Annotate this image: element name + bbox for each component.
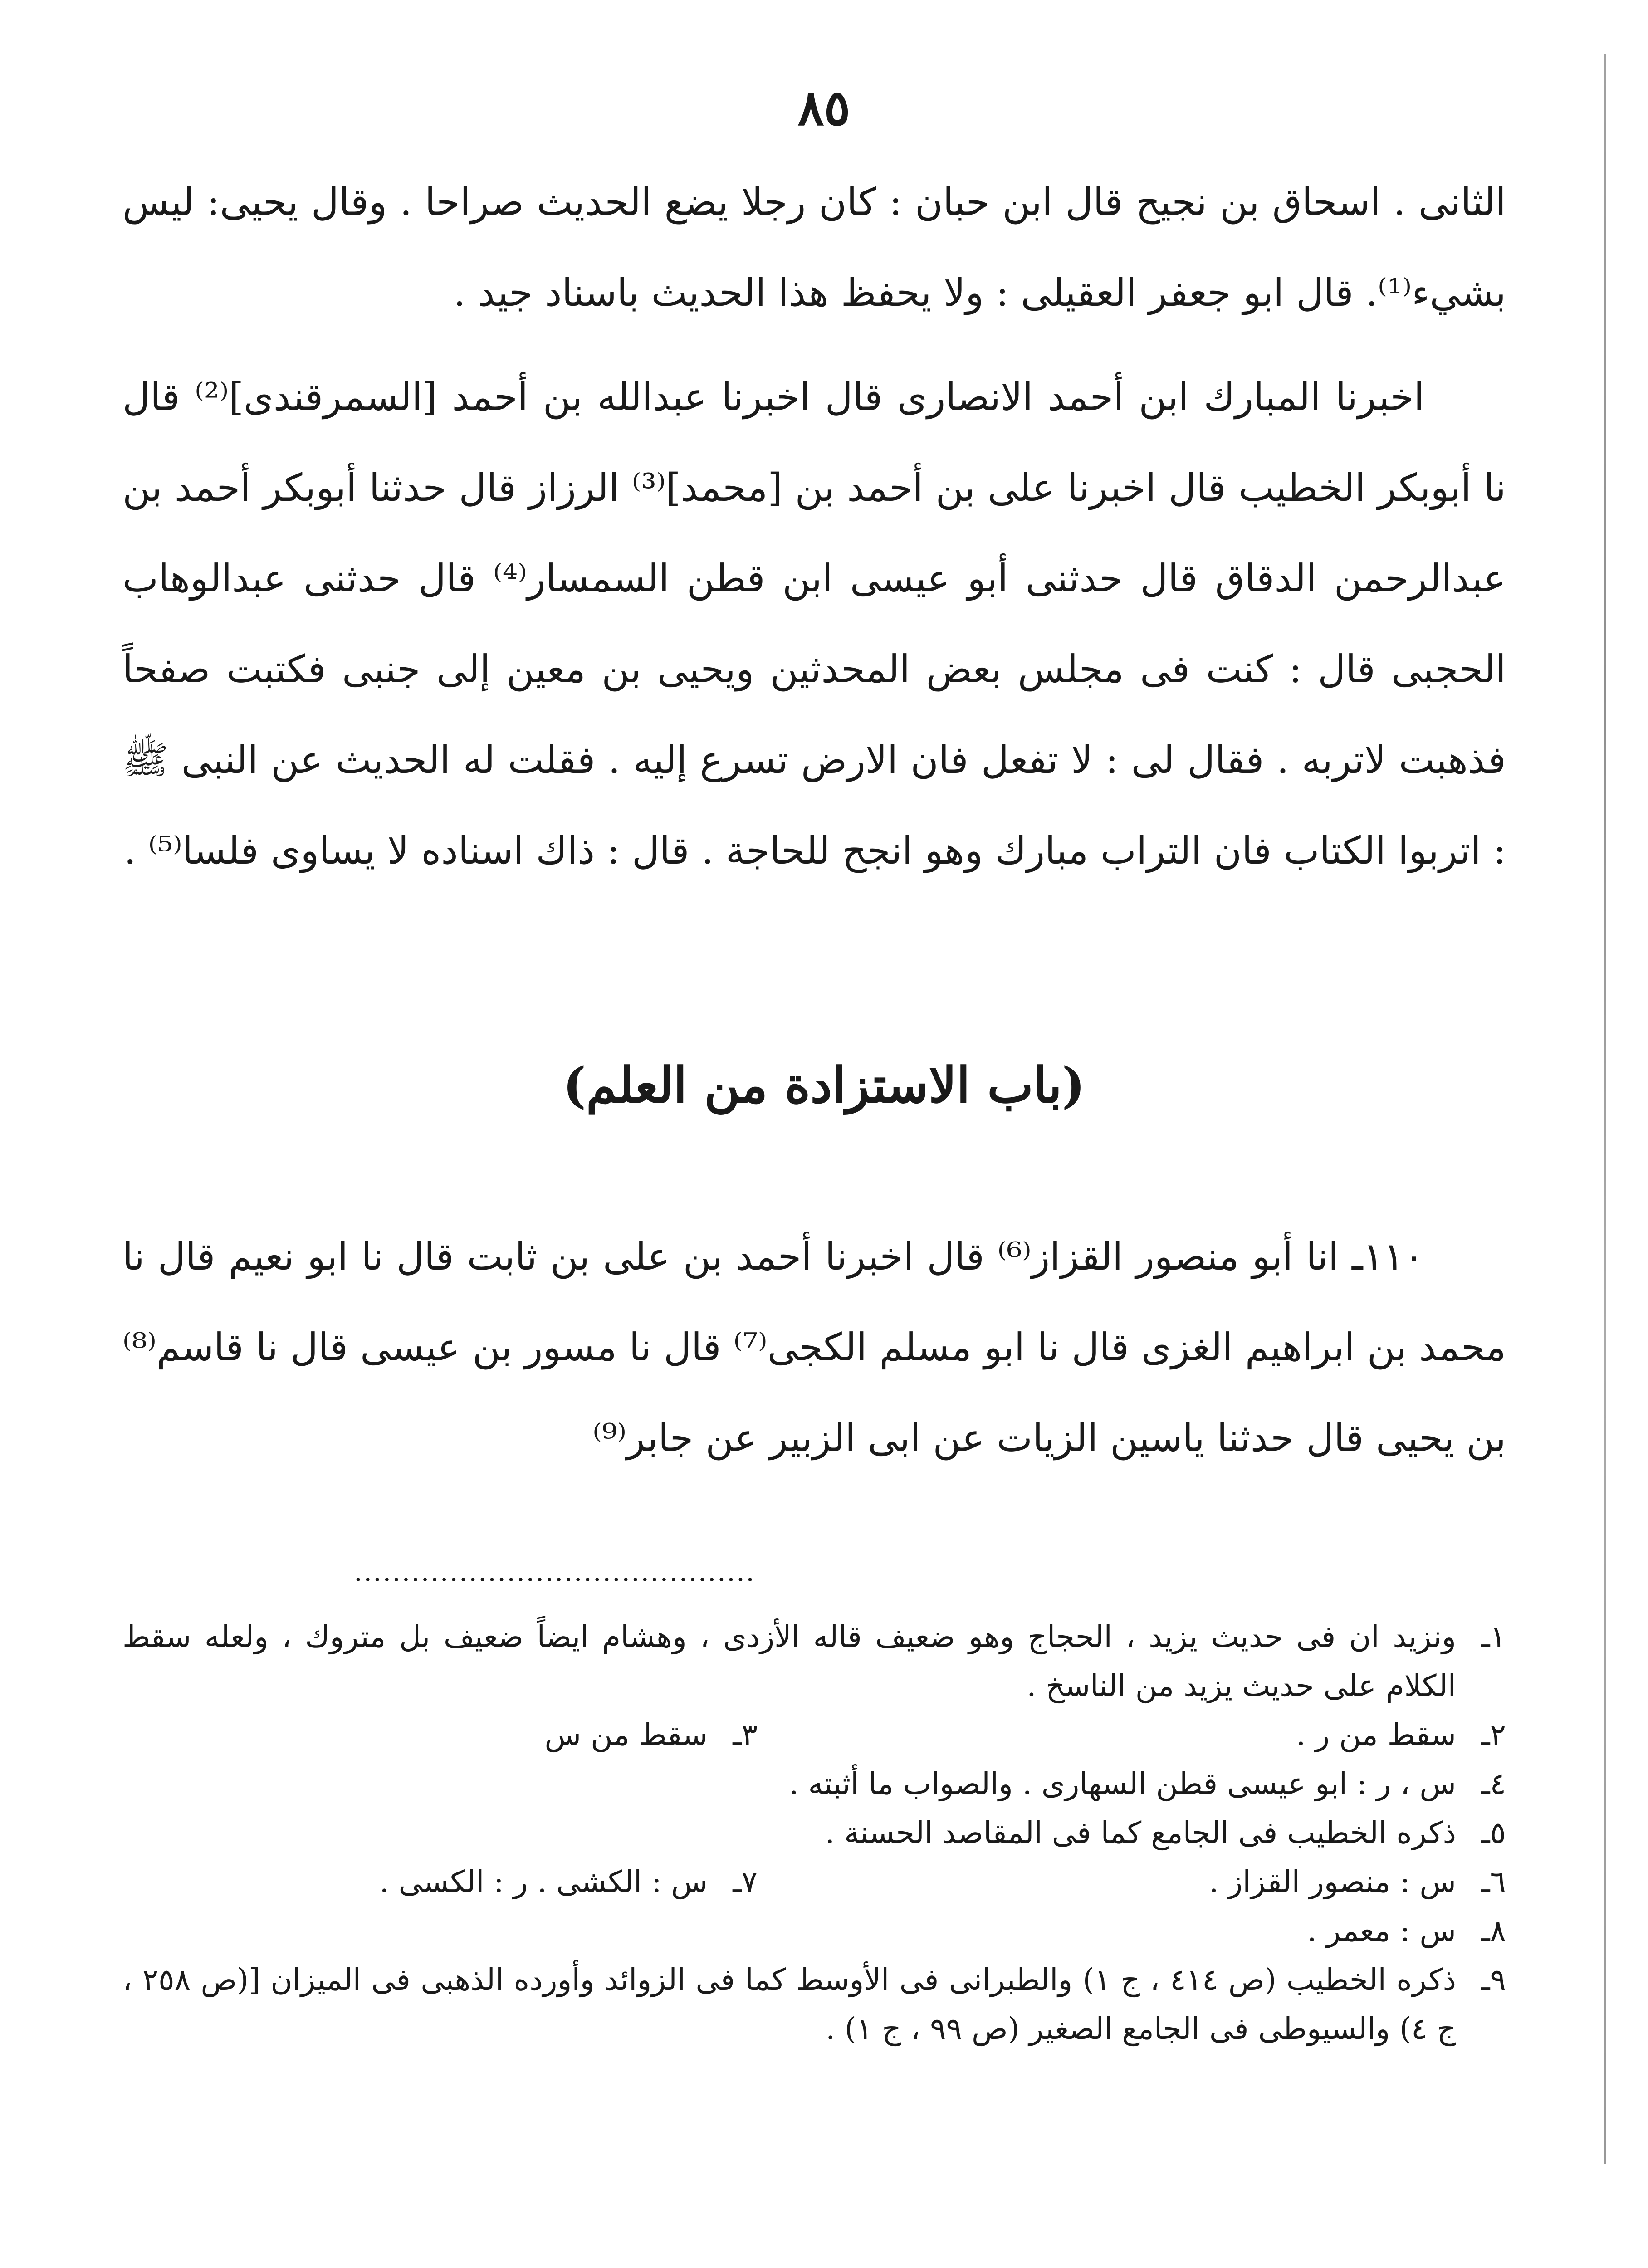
footnote-6-7 <box>122 1857 1506 1906</box>
footnote-text: سقط من س <box>544 1717 708 1752</box>
footnote-3 <box>545 1711 758 1760</box>
footnote-text: س : منصور القزاز . <box>1209 1864 1456 1899</box>
footnote-number: ٤ـ <box>1481 1766 1506 1801</box>
footnote-8 <box>122 1906 1506 1955</box>
footnote-number: ٨ـ <box>1481 1913 1506 1948</box>
paragraph-text: الثانى . اسحاق بن نجيح قال ابن حبان : كان رجلا يضع الحديث صراحا . وقال يحيى: ليس بشيء⁽¹⁾. قال ابو جعفر العقيلى : ولا يحفظ هذا الحديث باسناد جيد . <box>122 180 1506 315</box>
body-paragraph-3 <box>122 1211 1506 1483</box>
section-heading: (باب الاستزادة من العلم) <box>562 1057 1086 1114</box>
footnote-number: ٣ـ <box>733 1717 758 1752</box>
footnote-number: ٢ـ <box>1481 1717 1506 1752</box>
paragraph-text: اخبرنا المبارك ابن أحمد الانصارى قال اخبرنا عبدالله بن أحمد [السمرقندى]⁽²⁾ قال نا أبوبكر الخطيب قال اخبرنا على بن أحمد بن [محمد]⁽³⁾ الرزاز قال حدثنا أبوبكر أحمد بن عبدالرحمن الدقاق قال حدثنى أبو عيسى ابن قطن السمسار⁽⁴⁾ قال حدثنى عبدالوهاب الحجبى قال : كنت فى مجلس بعض المحدثين ويحيى بن معين إلى جنبى فكتبت صفحاً فذهبت لاتربه . فقال لى : لا تفعل فان الارض تسرع إليه . فقلت له الحديث عن النبى ﷺ : اتربوا الكتاب فان التراب مبارك وهو انجح للحاجة . قال : ذاك اسناده لا يساوى فلسا⁽⁵⁾ . <box>122 375 1506 873</box>
footnote-2-3 <box>122 1711 1506 1760</box>
footnote-5 <box>122 1809 1506 1857</box>
footnote-text: سقط من ر . <box>1296 1717 1456 1752</box>
footnote-4 <box>122 1760 1506 1809</box>
footnote-2 <box>758 1711 1506 1760</box>
body-paragraph-2 <box>122 352 1506 896</box>
footnote-number: ٥ـ <box>1481 1815 1506 1850</box>
page-number: ٨٥ <box>797 79 851 137</box>
footnote-text: ذكره الخطيب (ص ٤١٤ ، ج ١) والطبرانى فى الأوسط كما فى الزوائد وأورده الذهبى فى الميزان [(ص ٢٥٨ ، ج ٤) والسيوطى فى الجامع الصغير (ص ٩٩ ، ج ١) . <box>122 1962 1457 2046</box>
footnote-separator: .......................................... <box>354 1556 756 1588</box>
footnote-text: ونزيد ان فى حديث يزيد ، الحجاج وهو ضعيف قاله الأزدى ، وهشام ايضاً ضعيف بل متروك ، ولعله سقط الكلام على حديث يزيد من الناسخ . <box>122 1619 1456 1703</box>
footnote-text: س : الكشى . ر : الكسى . <box>379 1864 708 1899</box>
footnote-number: ٦ـ <box>1481 1864 1506 1899</box>
footnote-1 <box>122 1613 1506 1711</box>
footnote-7 <box>380 1857 758 1906</box>
footnote-9 <box>122 1955 1506 2053</box>
footnote-6 <box>758 1857 1506 1906</box>
footnote-text: س : معمر . <box>1307 1913 1456 1948</box>
footnotes <box>122 1613 1506 2053</box>
footnote-text: س ، ر : ابو عيسى قطن السهارى . والصواب ما أثبته . <box>789 1766 1456 1801</box>
footnote-text: ذكره الخطيب فى الجامع كما فى المقاصد الحسنة . <box>825 1815 1456 1850</box>
paragraph-text: ١١٠ـ انا أبو منصور القزاز⁽⁶⁾ قال اخبرنا أحمد بن على بن ثابت قال نا ابو نعيم قال نا محمد بن ابراهيم الغزى قال نا ابو مسلم الكجى⁽⁷⁾ قال نا مسور بن عيسى قال نا قاسم⁽⁸⁾ بن يحيى قال حدثنا ياسين الزيات عن ابى الزبير عن جابر⁽⁹⁾ <box>122 1234 1506 1460</box>
body-paragraph-1 <box>122 156 1506 338</box>
footnote-number: ٩ـ <box>1481 1962 1506 1997</box>
footnote-number: ١ـ <box>1481 1619 1506 1654</box>
footnote-number: ٧ـ <box>733 1864 758 1899</box>
